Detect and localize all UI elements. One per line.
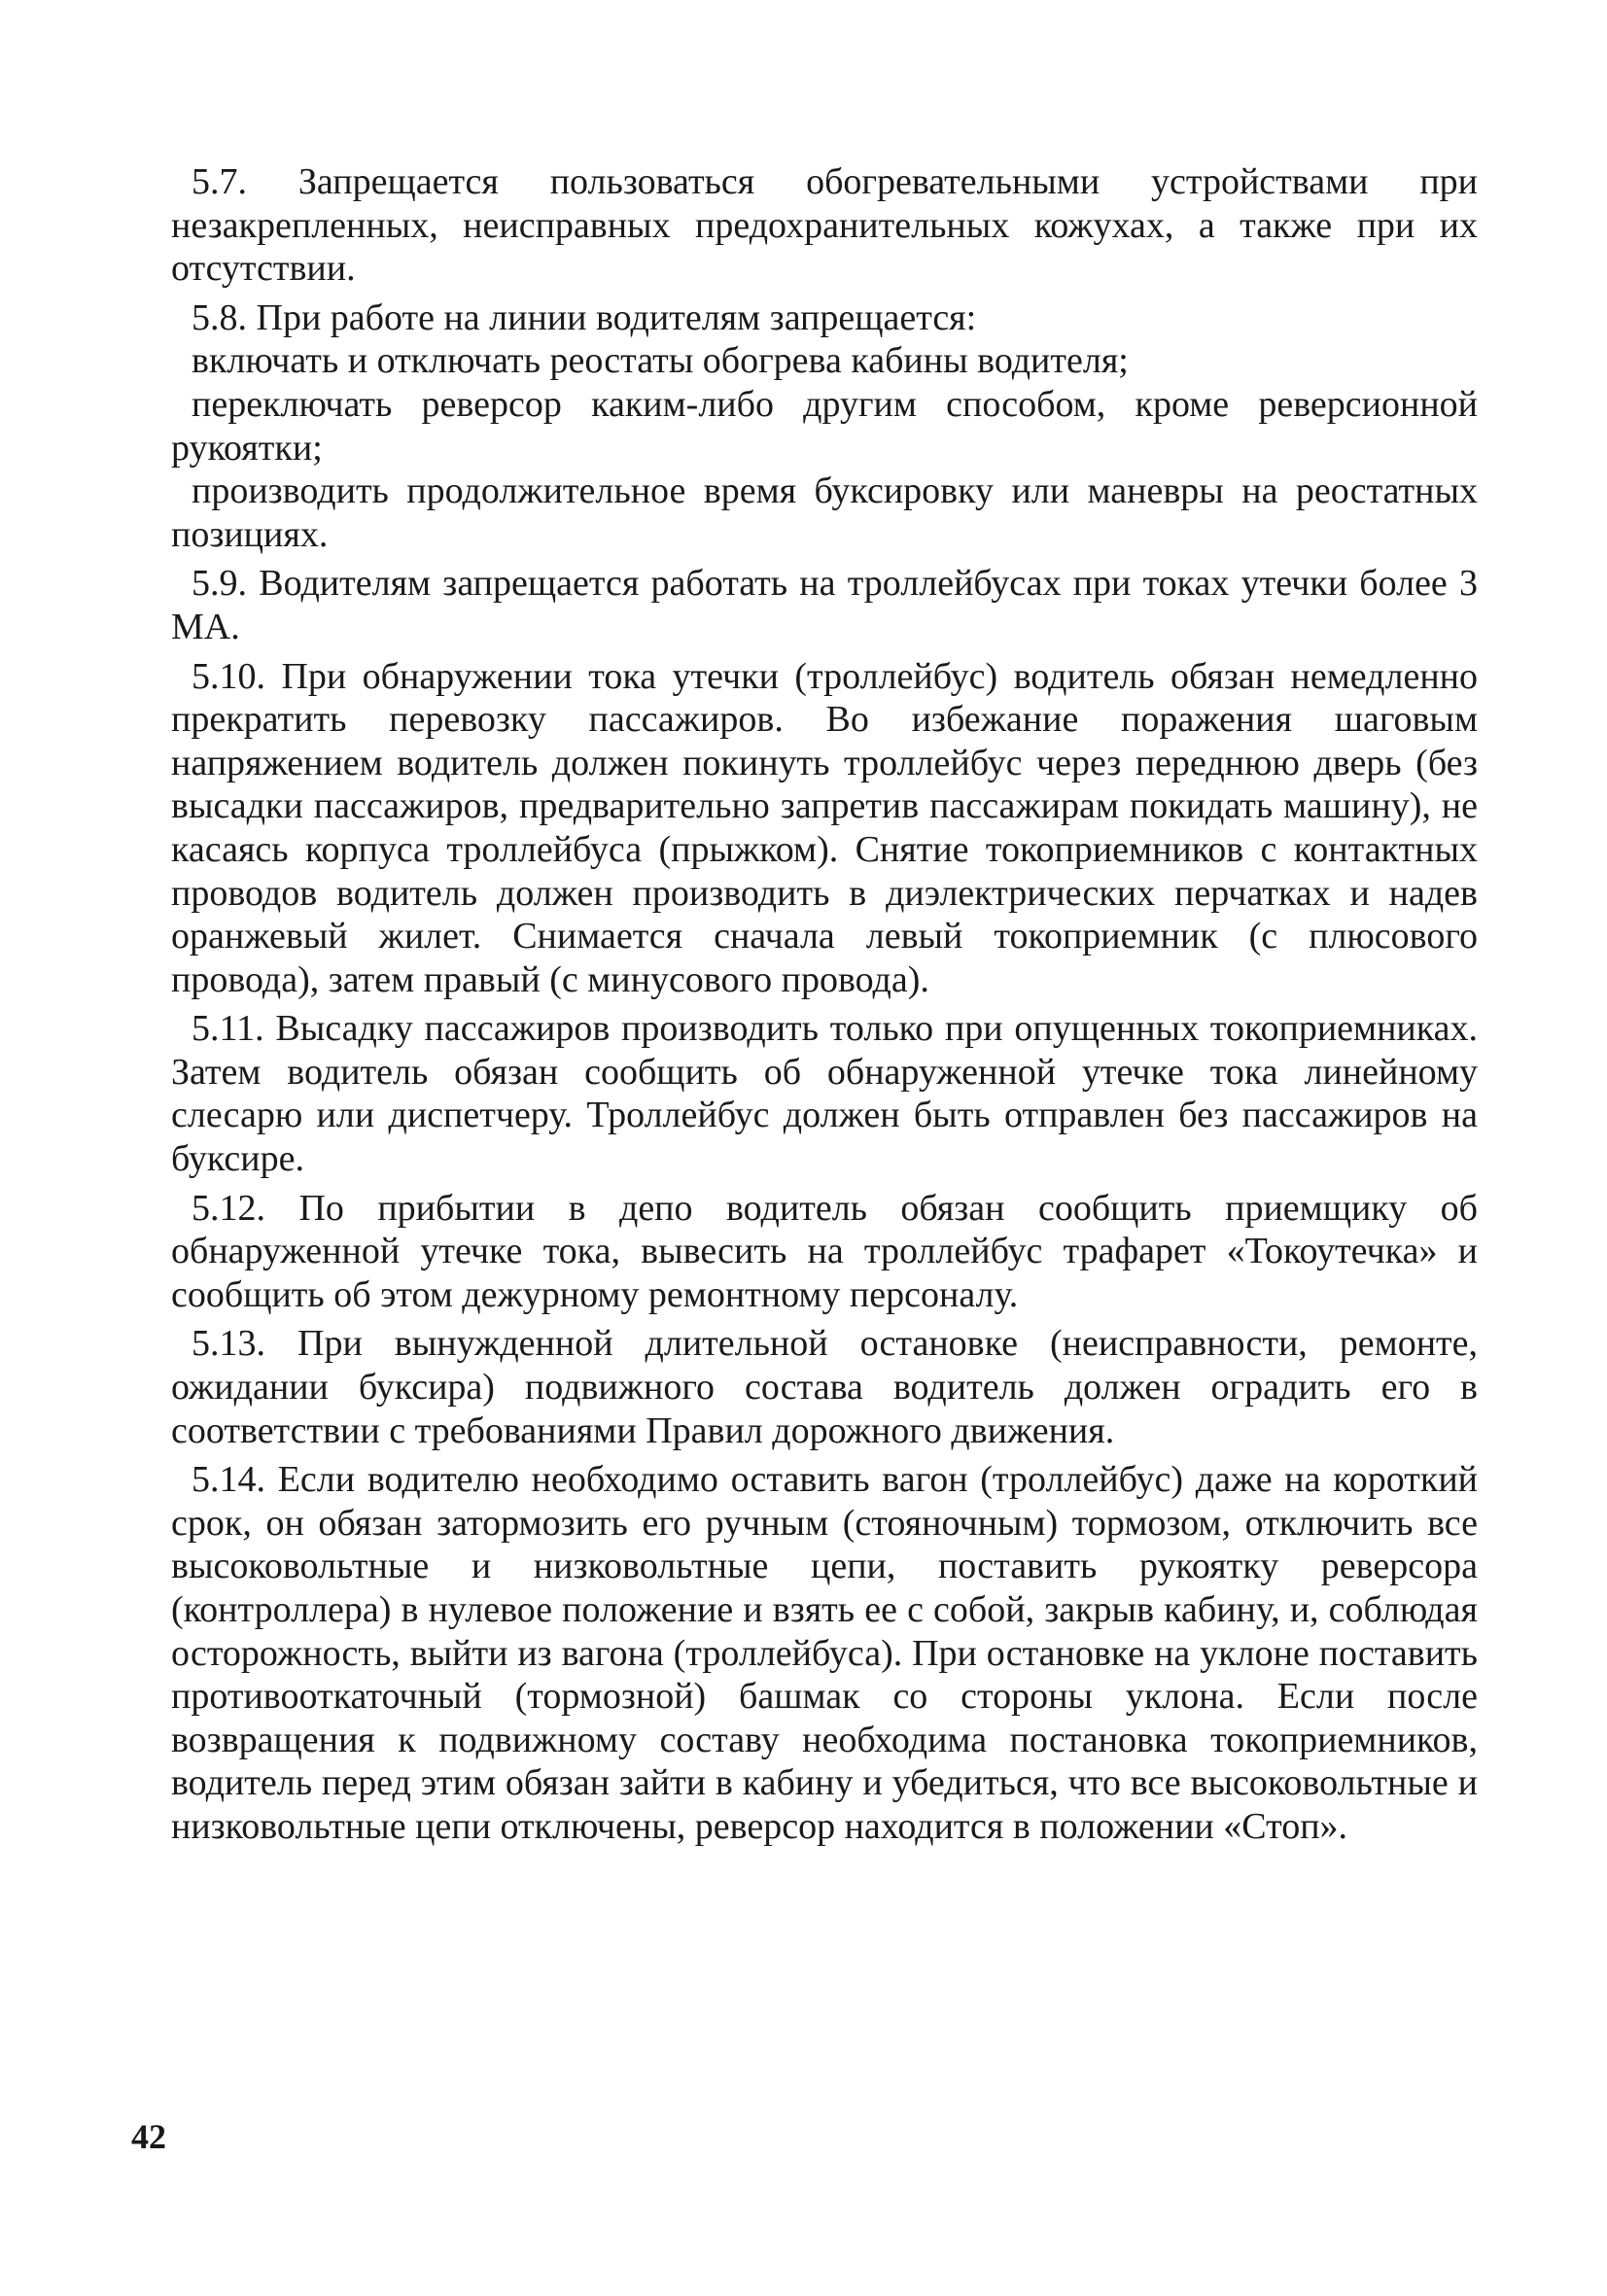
document-page	[171, 160, 1478, 1855]
paragraph-text: переключать реверсор каким-либо другим способом, кроме реверсионной рукоятки;	[171, 383, 1478, 469]
paragraph-number: 5.9.	[192, 563, 247, 605]
paragraph-text: производить продолжительное время буксировку или маневры на реостатных позициях.	[171, 470, 1478, 555]
paragraph-number: 5.7.	[192, 161, 247, 202]
list-item-5-8-a	[171, 339, 1478, 383]
paragraph-number: 5.8.	[192, 296, 247, 338]
page-number: 42	[131, 2117, 166, 2156]
paragraph-5-7	[171, 160, 1478, 291]
paragraph-5-14	[171, 1458, 1478, 1848]
paragraph-5-12	[171, 1187, 1478, 1317]
paragraph-text: Водителям запрещается работать на троллейбусах при токах утечки более 3 МА.	[171, 563, 1479, 647]
paragraph-text: Если водителю необходимо оставить вагон (троллейбус) даже на короткий срок, он обязан затормозить его ручным (стояночным) тормозом, отключить все высоковольтные и низковольтные цепи, поставить рукоятку реверсора (контроллера) в нулевое положение и взять ее с собой, закрыв кабину, и, соблюдая осторожность, выйти из вагона (троллейбуса). При остановке на уклоне поставить противооткаточный (тормозной) башмак со стороны уклона. Если после возвращения к подвижному составу необходима постановка токоприемников, водитель перед этим обязан зайти в кабину и убедиться, что все высоковольтные и низковольтные цепи отключены, реверсор находится в положении «Стоп».	[171, 1459, 1478, 1847]
paragraph-text: Запрещается пользоваться обогревательными устройствами при незакрепленных, неисправных предохранительных кожухах, а также при их отсутствии.	[171, 161, 1478, 290]
paragraph-text: При обнаружении тока утечки (троллейбус) водитель обязан немедленно прекратить перевозку пассажиров. Во избежание поражения шаговым напряжением водитель должен покинуть троллейбус через переднюю дверь (без высадки пассажиров, предварительно запретив пассажирам покидать машину), не касаясь корпуса троллейбуса (прыжком). Снятие токоприемников с контактных проводов водитель должен производить в диэлектрических перчатках и надев оранжевый жилет. Снимается сначала левый токоприемник (с плюсового провода), затем правый (с минусового провода).	[171, 655, 1479, 1000]
list-item-5-8-c	[171, 470, 1478, 556]
paragraph-5-9	[171, 562, 1478, 648]
paragraph-number: 5.12.	[192, 1187, 265, 1229]
paragraph-number: 5.14.	[192, 1459, 265, 1501]
paragraph-number: 5.10.	[192, 655, 265, 697]
paragraph-5-10	[171, 655, 1478, 1002]
paragraph-text: По прибытии в депо водитель обязан сообщить приемщику об обнаруженной утечке тока, вывесить на троллейбус трафарет «Токоутечка» и сообщить об этом дежурному ремонтному персоналу.	[171, 1187, 1479, 1315]
paragraph-text: включать и отключать реостаты обогрева кабины водителя;	[192, 340, 1129, 382]
paragraph-number: 5.13.	[192, 1323, 265, 1365]
paragraph-text: При вынужденной длительной остановке (неисправности, ремонте, ожидании буксира) подвижного состава водитель должен оградить его в соответствии с требованиями Правил дорожного движения.	[171, 1323, 1479, 1451]
paragraph-text: Высадку пассажиров производить только при опущенных токоприемниках. Затем водитель обязан сообщить об обнаруженной утечке тока линейному слесарю или диспетчеру. Троллейбус должен быть отправлен без пассажиров на буксире.	[171, 1008, 1479, 1180]
paragraph-number: 5.11.	[192, 1008, 264, 1050]
list-item-5-8-b	[171, 383, 1478, 470]
paragraph-5-11	[171, 1007, 1478, 1180]
paragraph-5-13	[171, 1322, 1478, 1452]
paragraph-5-8	[171, 296, 1478, 340]
paragraph-text: При работе на линии водителям запрещается:	[256, 296, 977, 338]
